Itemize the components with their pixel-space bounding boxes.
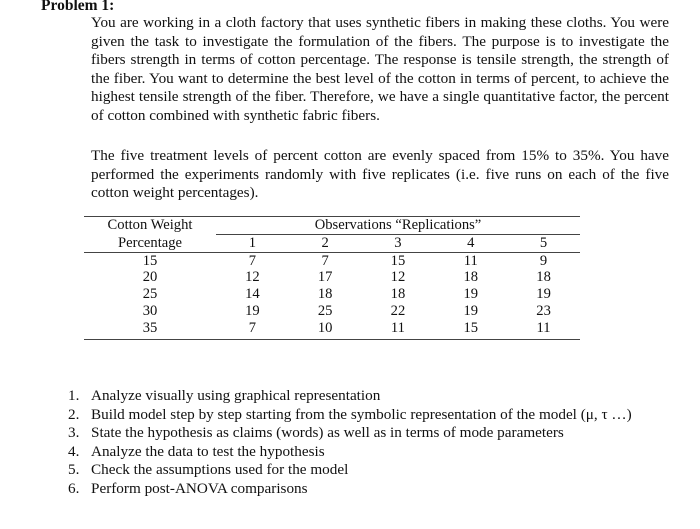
- observation-cell: 11: [463, 252, 478, 269]
- cotton-level-cell: 35: [84, 320, 216, 339]
- list-item: [68, 424, 632, 443]
- list-item-text: Perform post-ANOVA comparisons: [91, 479, 308, 497]
- observation-cell: 14: [245, 286, 260, 303]
- observation-cell: 25: [317, 302, 333, 319]
- list-item-number: 4.: [68, 442, 80, 460]
- observation-cell: 18: [390, 286, 406, 303]
- list-item: [68, 405, 632, 425]
- replicate-header: 3: [362, 234, 435, 252]
- cotton-weight-header: Cotton Weight: [84, 217, 216, 235]
- list-item: [68, 461, 632, 480]
- replicate-header: 2: [289, 234, 362, 252]
- observation-cell: 11: [362, 320, 435, 339]
- table-row: [84, 286, 580, 303]
- table-row: [84, 269, 580, 286]
- observation-cell: 19: [536, 286, 551, 303]
- replicate-header: 5: [507, 234, 580, 252]
- observation-cell: 19: [245, 302, 260, 319]
- list-item-number: 3.: [68, 424, 80, 442]
- observation-cell: 17: [317, 269, 333, 286]
- observation-cell: 23: [536, 302, 551, 319]
- list-item-number: 1.: [68, 387, 80, 404]
- observation-cell: 19: [463, 302, 479, 319]
- task-list: [68, 387, 632, 499]
- treatment-description: The five treatment levels of percent cotton are evenly spaced from 15% to 35%. You have performed the experiments randomly with five replicates (i.e. five runs on each of the five cotton weight percentages).: [91, 147, 669, 202]
- observation-cell: 7: [248, 252, 257, 269]
- cotton-level-cell: 30: [142, 302, 158, 319]
- replicate-header: 1: [216, 234, 289, 252]
- observation-cell: 15: [390, 252, 406, 269]
- replicate-header: 4: [434, 234, 507, 252]
- observation-cell: 18: [317, 286, 333, 303]
- list-item-text: Analyze the data to test the hypothesis: [91, 442, 325, 460]
- list-item-number: 5.: [68, 461, 80, 479]
- list-item-text: State the hypothesis as claims (words) as well as in terms of mode parameters: [91, 424, 564, 442]
- observations-table: [84, 216, 580, 340]
- problem-heading: Problem 1:: [41, 0, 115, 14]
- percentage-header: Percentage: [84, 234, 216, 252]
- observation-cell: 7: [321, 252, 329, 269]
- observation-cell: 19: [463, 286, 479, 303]
- observation-cell: 18: [536, 269, 551, 286]
- observations-group-header: Observations “Replications”: [216, 217, 580, 235]
- cotton-level-cell: 15: [142, 252, 158, 269]
- list-item-text: Check the assumptions used for the model: [91, 461, 349, 479]
- table-row: [84, 320, 580, 339]
- observation-cell: 7: [216, 320, 289, 339]
- table-row: [84, 303, 580, 320]
- list-item-text: Build model step by step starting from the symbolic representation of the model (μ, τ …): [91, 405, 632, 423]
- observation-cell: 12: [245, 269, 260, 286]
- list-item: [68, 442, 632, 462]
- list-item: [68, 479, 632, 499]
- observation-cell: 11: [507, 320, 580, 339]
- observation-cell: 22: [390, 302, 406, 319]
- observation-cell: 9: [539, 252, 548, 269]
- table-row: [84, 252, 580, 269]
- observation-cell: 15: [434, 320, 507, 339]
- list-item: [68, 387, 632, 406]
- observation-cell: 10: [289, 320, 362, 339]
- cotton-level-cell: 20: [142, 269, 158, 286]
- observation-cell: 12: [390, 269, 406, 286]
- observation-cell: 18: [463, 269, 479, 286]
- problem-description: You are working in a cloth factory that uses synthetic fibers in making these cloths. You were given the task to investigate the formulation of the fibers. The purpose is to investigate the fibers strength in terms of cotton percentage. The response is tensile strength, the strength of the fiber. You want to determine the best level of the cotton in terms of percent, to achieve the highest tensile strength of the fiber. Therefore, we have a single quantitative factor, the percent of cotton combined with synthetic fabric fibers.: [91, 14, 669, 124]
- list-item-text: Analyze visually using graphical representation: [91, 387, 381, 404]
- cotton-level-cell: 25: [142, 286, 158, 303]
- list-item-number: 6.: [68, 479, 80, 497]
- list-item-number: 2.: [68, 405, 80, 423]
